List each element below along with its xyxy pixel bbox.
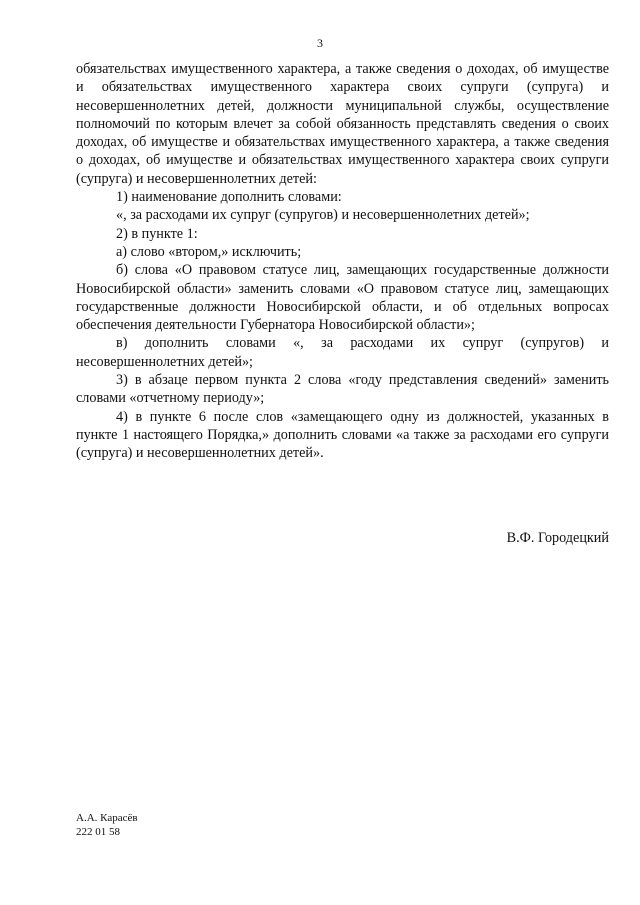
paragraph-item-2v: в) дополнить словами «, за расходами их супруг (супругов) и несовершеннолетних детей»; — [76, 335, 609, 370]
executor-phone: 222 01 58 — [76, 825, 120, 838]
executor-block — [76, 812, 138, 839]
paragraph-item-1: 1) наименование дополнить словами: — [116, 189, 342, 206]
page-number: 3 — [317, 36, 323, 50]
paragraph-item-1-text: «, за расходами их супруг (супругов) и несовершеннолетних детей»; — [116, 207, 530, 224]
paragraph-item-2: 2) в пункте 1: — [116, 225, 198, 242]
paragraph-item-2b: б) слова «О правовом статусе лиц, замещающих государственные должности Новосибирской области» заменить словами «О правовом статусе лиц, замещающих государственные должности Новосибирской области, и об отдельных вопросах обеспечения деятельности Губернатора Новосибирской области»; — [76, 262, 609, 334]
signature-name: В.Ф. Городецкий — [506, 530, 609, 546]
executor-name: А.А. Карасёв — [76, 812, 138, 824]
document-body — [76, 60, 609, 463]
paragraph-item-2a: а) слово «втором,» исключить; — [116, 243, 302, 260]
paragraph-item-4: 4) в пункте 6 после слов «замещающего одну из должностей, указанных в пункте 1 настоящего Порядка,» дополнить словами «а также за расходами его супруги (супруга) и несовершеннолетних детей». — [76, 408, 609, 462]
paragraph-item-3: 3) в абзаце первом пункта 2 слова «году представления сведений» заменить словами «отчетному периоду»; — [76, 372, 609, 407]
paragraph-continuation: обязательствах имущественного характера, а также сведения о доходах, об имуществе и обязательствах имущественного характера своих супруги (супруга) и несовершеннолетних детей, должности муниципальной службы, осуществление полномочий по которым влечет за собой обязанность представлять сведения о своих доходах, об имуществе и обязательствах имущественного характера, а также сведения о доходах, об имуществе и обязательствах имущественного характера своих супруги (супруга) и несовершеннолетних детей: — [76, 61, 609, 187]
